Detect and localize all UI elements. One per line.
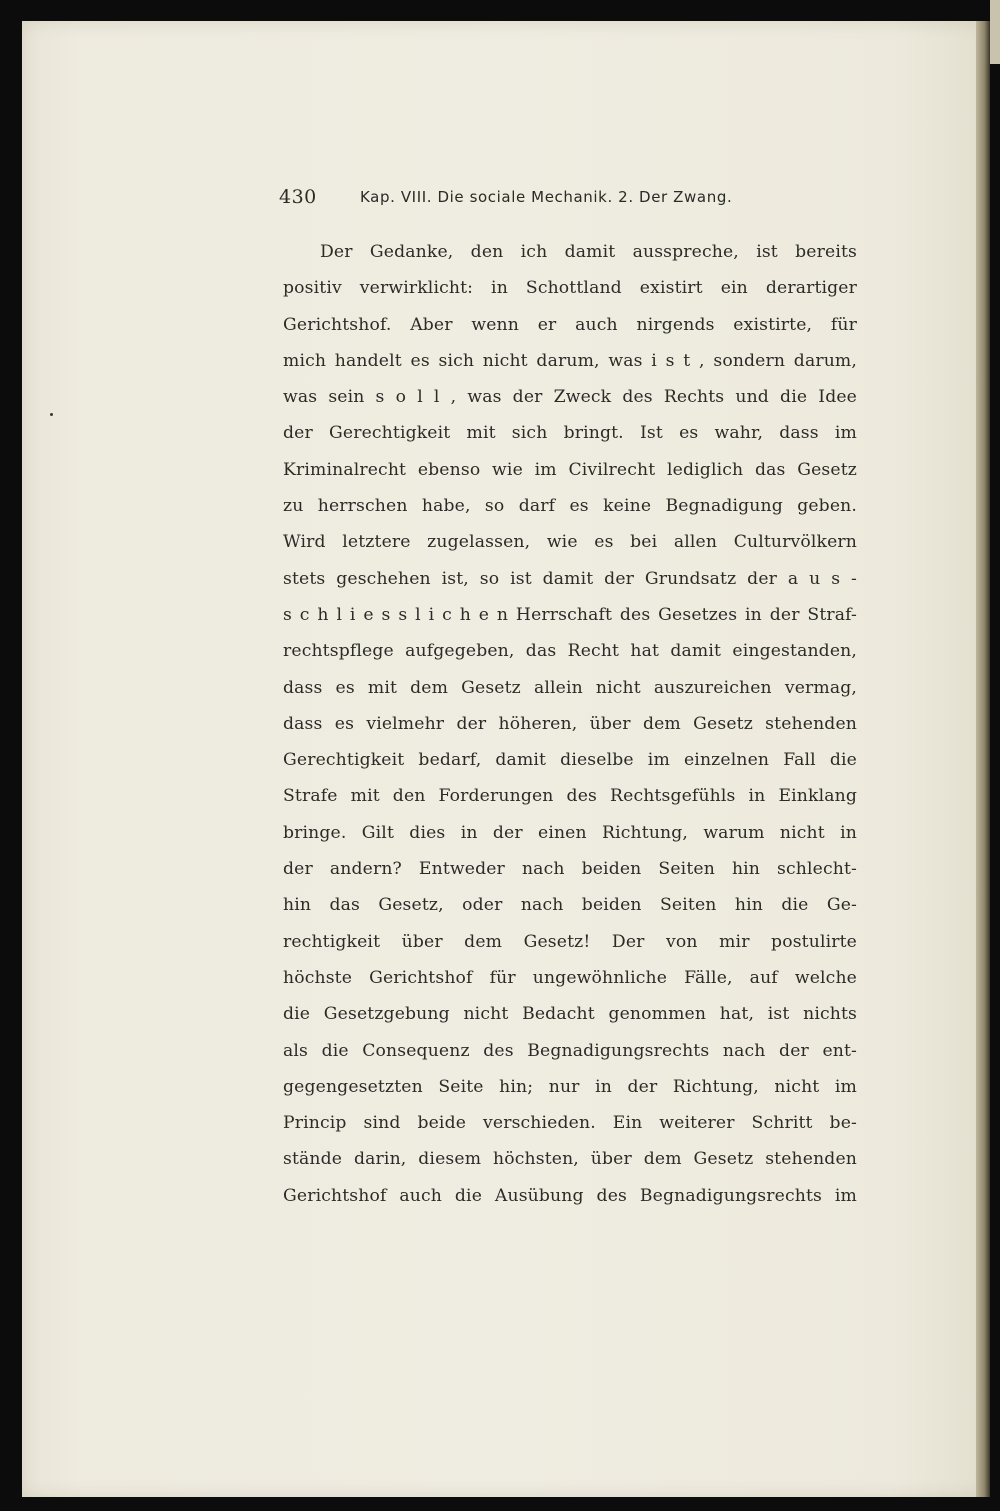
text-line: Gerichtshof auch die Ausübung des Begnadigungsrechts im xyxy=(283,1185,857,1206)
text-line: der andern? Entweder nach beiden Seiten hin schlecht- xyxy=(283,859,857,880)
text-line: Gerichtshof. Aber wenn er auch nirgends existirte, für xyxy=(283,314,857,335)
text-line: stände darin, diesem höchsten, über dem Gesetz stehenden xyxy=(283,1149,857,1170)
paper-speck xyxy=(50,413,53,416)
text-line: bringe. Gilt dies in der einen Richtung, warum nicht in xyxy=(283,822,857,843)
text-line: Der Gedanke, den ich damit ausspreche, ist bereits xyxy=(320,242,857,262)
running-head: Kap. VIII. Die sociale Mechanik. 2. Der Zwang. xyxy=(360,188,733,206)
text-line: zu herrschen habe, so darf es keine Begnadigung geben. xyxy=(283,496,857,517)
text-line: rechtigkeit über dem Gesetz! Der von mir postulirte xyxy=(283,931,857,952)
text-line: dass es vielmehr der höheren, über dem Gesetz stehenden xyxy=(283,713,857,734)
text-line: Strafe mit den Forderungen des Rechtsgefühls in Einklang xyxy=(283,786,857,807)
text-line: Princip sind beide verschieden. Ein weiterer Schritt be- xyxy=(283,1113,857,1134)
text-line: mich handelt es sich nicht darum, was i s t , sondern darum, xyxy=(283,350,857,371)
text-line: dass es mit dem Gesetz allein nicht auszureichen vermag, xyxy=(283,677,857,698)
body-text xyxy=(283,234,857,1214)
text-line: positiv verwirklicht: in Schottland existirt ein derartiger xyxy=(283,278,857,299)
page-edge-tab xyxy=(990,0,1000,64)
page-header xyxy=(279,186,879,212)
page-number: 430 xyxy=(279,186,317,208)
text-line: höchste Gerichtshof für ungewöhnliche Fälle, auf welche xyxy=(283,967,857,988)
text-line: hin das Gesetz, oder nach beiden Seiten hin die Ge- xyxy=(283,895,857,916)
text-line: rechtspflege aufgegeben, das Recht hat damit eingestanden, xyxy=(283,641,857,662)
text-line: stets geschehen ist, so ist damit der Grundsatz der a u s - xyxy=(283,568,857,589)
text-line: der Gerechtigkeit mit sich bringt. Ist es wahr, dass im xyxy=(283,423,857,444)
text-line: als die Consequenz des Begnadigungsrechts nach der ent- xyxy=(283,1040,857,1061)
text-line: Wird letztere zugelassen, wie es bei allen Culturvölkern xyxy=(283,532,857,553)
text-line: Gerechtigkeit bedarf, damit dieselbe im einzelnen Fall die xyxy=(283,750,857,771)
text-line: Kriminalrecht ebenso wie im Civilrecht lediglich das Gesetz xyxy=(283,459,857,480)
text-line: was sein s o l l , was der Zweck des Rechts und die Idee xyxy=(283,387,857,408)
text-line: s c h l i e s s l i c h e n Herrschaft des Gesetzes in der Straf- xyxy=(283,604,857,625)
text-line: die Gesetzgebung nicht Bedacht genommen hat, ist nichts xyxy=(283,1004,857,1025)
text-line: gegengesetzten Seite hin; nur in der Richtung, nicht im xyxy=(283,1076,857,1097)
page-edge-shadow xyxy=(976,21,990,1497)
